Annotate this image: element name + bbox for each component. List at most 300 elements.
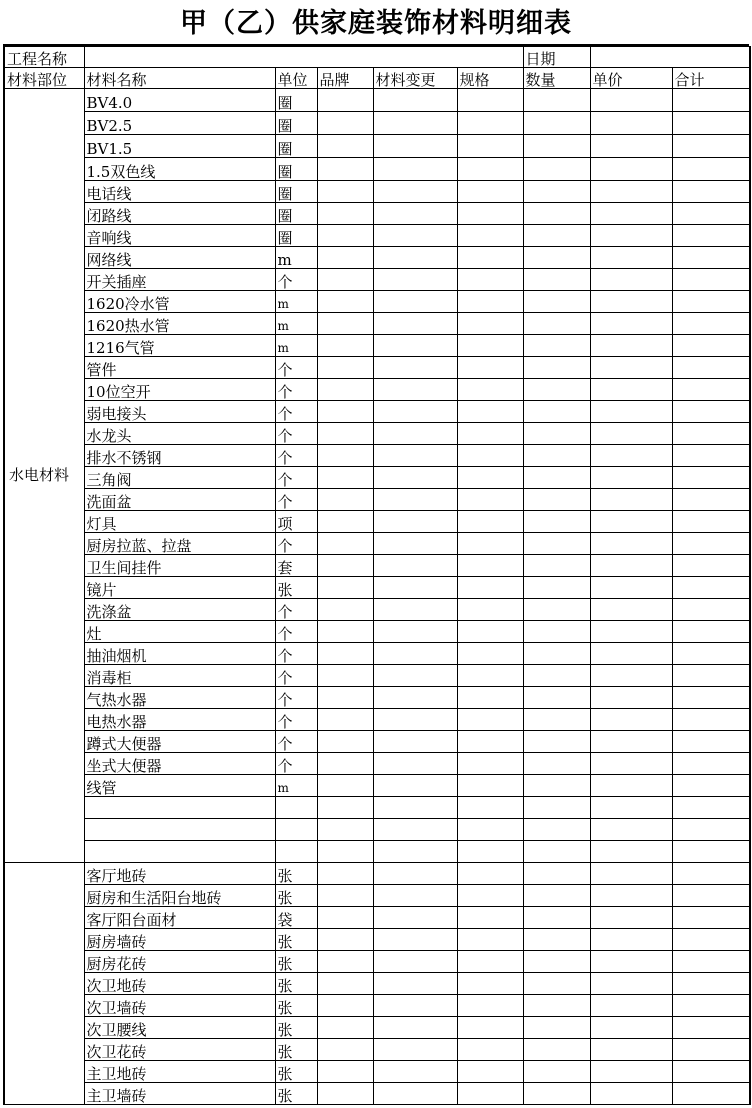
brand-cell[interactable] xyxy=(317,181,373,203)
unit-cell[interactable]: 个 xyxy=(275,533,317,555)
spec-cell[interactable] xyxy=(457,1017,523,1039)
spec-cell[interactable] xyxy=(457,555,523,577)
total-cell[interactable] xyxy=(672,995,750,1017)
total-cell[interactable] xyxy=(672,885,750,907)
quantity-cell[interactable] xyxy=(523,621,590,643)
change-cell[interactable] xyxy=(373,112,457,135)
quantity-cell[interactable] xyxy=(523,885,590,907)
unit-price-cell[interactable] xyxy=(590,555,672,577)
total-cell[interactable] xyxy=(672,687,750,709)
spec-cell[interactable] xyxy=(457,687,523,709)
brand-cell[interactable] xyxy=(317,731,373,753)
quantity-cell[interactable] xyxy=(523,89,590,112)
spec-cell[interactable] xyxy=(457,951,523,973)
unit-price-cell[interactable] xyxy=(590,135,672,158)
change-cell[interactable] xyxy=(373,687,457,709)
unit-cell[interactable]: 张 xyxy=(275,995,317,1017)
unit-cell[interactable]: 个 xyxy=(275,489,317,511)
unit-price-cell[interactable] xyxy=(590,995,672,1017)
brand-cell[interactable] xyxy=(317,907,373,929)
brand-cell[interactable] xyxy=(317,775,373,797)
unit-price-cell[interactable] xyxy=(590,181,672,203)
brand-cell[interactable] xyxy=(317,863,373,885)
brand-cell[interactable] xyxy=(317,929,373,951)
quantity-cell[interactable] xyxy=(523,135,590,158)
quantity-cell[interactable] xyxy=(523,775,590,797)
quantity-cell[interactable] xyxy=(523,863,590,885)
brand-cell[interactable] xyxy=(317,797,373,819)
spec-cell[interactable] xyxy=(457,731,523,753)
unit-cell[interactable]: 圈 xyxy=(275,112,317,135)
total-cell[interactable] xyxy=(672,1039,750,1061)
unit-cell[interactable] xyxy=(275,797,317,819)
quantity-cell[interactable] xyxy=(523,819,590,841)
change-cell[interactable] xyxy=(373,423,457,445)
total-cell[interactable] xyxy=(672,797,750,819)
material-name-cell[interactable] xyxy=(84,841,275,863)
unit-price-cell[interactable] xyxy=(590,269,672,291)
material-name-cell[interactable]: 厨房花砖 xyxy=(84,951,275,973)
spec-cell[interactable] xyxy=(457,709,523,731)
change-cell[interactable] xyxy=(373,841,457,863)
material-name-cell[interactable]: 蹲式大便器 xyxy=(84,731,275,753)
quantity-cell[interactable] xyxy=(523,533,590,555)
quantity-cell[interactable] xyxy=(523,467,590,489)
material-name-cell[interactable]: 电热水器 xyxy=(84,709,275,731)
total-cell[interactable] xyxy=(672,467,750,489)
unit-price-cell[interactable] xyxy=(590,665,672,687)
unit-cell[interactable]: 个 xyxy=(275,445,317,467)
brand-cell[interactable] xyxy=(317,753,373,775)
unit-cell[interactable]: 个 xyxy=(275,599,317,621)
unit-price-cell[interactable] xyxy=(590,973,672,995)
unit-cell[interactable]: 张 xyxy=(275,951,317,973)
material-name-cell[interactable]: 1216气管 xyxy=(84,335,275,357)
brand-cell[interactable] xyxy=(317,841,373,863)
unit-cell[interactable]: 张 xyxy=(275,973,317,995)
change-cell[interactable] xyxy=(373,709,457,731)
unit-price-cell[interactable] xyxy=(590,863,672,885)
spec-cell[interactable] xyxy=(457,577,523,599)
total-cell[interactable] xyxy=(672,445,750,467)
unit-price-cell[interactable] xyxy=(590,357,672,379)
total-cell[interactable] xyxy=(672,665,750,687)
material-name-cell[interactable]: BV4.0 xyxy=(84,89,275,112)
material-name-cell[interactable]: 镜片 xyxy=(84,577,275,599)
total-cell[interactable] xyxy=(672,555,750,577)
total-cell[interactable] xyxy=(672,819,750,841)
quantity-cell[interactable] xyxy=(523,269,590,291)
unit-price-cell[interactable] xyxy=(590,225,672,247)
unit-price-cell[interactable] xyxy=(590,1039,672,1061)
change-cell[interactable] xyxy=(373,489,457,511)
material-name-cell[interactable]: 1620热水管 xyxy=(84,313,275,335)
brand-cell[interactable] xyxy=(317,313,373,335)
change-cell[interactable] xyxy=(373,907,457,929)
material-name-cell[interactable]: 排水不锈钢 xyxy=(84,445,275,467)
change-cell[interactable] xyxy=(373,1039,457,1061)
unit-price-cell[interactable] xyxy=(590,467,672,489)
quantity-cell[interactable] xyxy=(523,973,590,995)
total-cell[interactable] xyxy=(672,112,750,135)
unit-price-cell[interactable] xyxy=(590,775,672,797)
material-name-cell[interactable]: 开关插座 xyxy=(84,269,275,291)
change-cell[interactable] xyxy=(373,973,457,995)
change-cell[interactable] xyxy=(373,401,457,423)
unit-price-cell[interactable] xyxy=(590,929,672,951)
date-value[interactable] xyxy=(590,47,750,68)
unit-cell[interactable]: 圈 xyxy=(275,203,317,225)
change-cell[interactable] xyxy=(373,885,457,907)
change-cell[interactable] xyxy=(373,203,457,225)
unit-price-cell[interactable] xyxy=(590,907,672,929)
change-cell[interactable] xyxy=(373,379,457,401)
unit-cell[interactable]: 个 xyxy=(275,643,317,665)
material-name-cell[interactable]: 坐式大便器 xyxy=(84,753,275,775)
unit-cell[interactable]: 张 xyxy=(275,577,317,599)
quantity-cell[interactable] xyxy=(523,158,590,181)
material-name-cell[interactable]: 消毒柜 xyxy=(84,665,275,687)
change-cell[interactable] xyxy=(373,599,457,621)
spec-cell[interactable] xyxy=(457,489,523,511)
unit-price-cell[interactable] xyxy=(590,423,672,445)
unit-cell[interactable]: m xyxy=(275,335,317,357)
total-cell[interactable] xyxy=(672,577,750,599)
unit-price-cell[interactable] xyxy=(590,709,672,731)
quantity-cell[interactable] xyxy=(523,731,590,753)
quantity-cell[interactable] xyxy=(523,907,590,929)
total-cell[interactable] xyxy=(672,951,750,973)
brand-cell[interactable] xyxy=(317,577,373,599)
unit-price-cell[interactable] xyxy=(590,731,672,753)
unit-price-cell[interactable] xyxy=(590,533,672,555)
brand-cell[interactable] xyxy=(317,291,373,313)
material-name-cell[interactable]: BV2.5 xyxy=(84,112,275,135)
quantity-cell[interactable] xyxy=(523,753,590,775)
change-cell[interactable] xyxy=(373,929,457,951)
unit-price-cell[interactable] xyxy=(590,247,672,269)
total-cell[interactable] xyxy=(672,1017,750,1039)
change-cell[interactable] xyxy=(373,467,457,489)
brand-cell[interactable] xyxy=(317,158,373,181)
unit-price-cell[interactable] xyxy=(590,379,672,401)
unit-cell[interactable]: 袋 xyxy=(275,907,317,929)
spec-cell[interactable] xyxy=(457,445,523,467)
spec-cell[interactable] xyxy=(457,291,523,313)
change-cell[interactable] xyxy=(373,995,457,1017)
brand-cell[interactable] xyxy=(317,533,373,555)
change-cell[interactable] xyxy=(373,621,457,643)
brand-cell[interactable] xyxy=(317,687,373,709)
unit-price-cell[interactable] xyxy=(590,819,672,841)
unit-price-cell[interactable] xyxy=(590,313,672,335)
spec-cell[interactable] xyxy=(457,665,523,687)
unit-cell[interactable]: 张 xyxy=(275,1017,317,1039)
spec-cell[interactable] xyxy=(457,621,523,643)
unit-price-cell[interactable] xyxy=(590,89,672,112)
brand-cell[interactable] xyxy=(317,445,373,467)
change-cell[interactable] xyxy=(373,643,457,665)
quantity-cell[interactable] xyxy=(523,379,590,401)
unit-price-cell[interactable] xyxy=(590,577,672,599)
unit-price-cell[interactable] xyxy=(590,753,672,775)
brand-cell[interactable] xyxy=(317,112,373,135)
spec-cell[interactable] xyxy=(457,135,523,158)
change-cell[interactable] xyxy=(373,181,457,203)
quantity-cell[interactable] xyxy=(523,445,590,467)
change-cell[interactable] xyxy=(373,247,457,269)
quantity-cell[interactable] xyxy=(523,357,590,379)
total-cell[interactable] xyxy=(672,379,750,401)
total-cell[interactable] xyxy=(672,533,750,555)
unit-price-cell[interactable] xyxy=(590,599,672,621)
unit-price-cell[interactable] xyxy=(590,203,672,225)
brand-cell[interactable] xyxy=(317,247,373,269)
unit-cell[interactable]: 个 xyxy=(275,467,317,489)
quantity-cell[interactable] xyxy=(523,577,590,599)
brand-cell[interactable] xyxy=(317,467,373,489)
spec-cell[interactable] xyxy=(457,863,523,885)
total-cell[interactable] xyxy=(672,775,750,797)
total-cell[interactable] xyxy=(672,269,750,291)
material-name-cell[interactable]: BV1.5 xyxy=(84,135,275,158)
brand-cell[interactable] xyxy=(317,511,373,533)
spec-cell[interactable] xyxy=(457,401,523,423)
material-name-cell[interactable]: 闭路线 xyxy=(84,203,275,225)
material-name-cell[interactable]: 厨房墙砖 xyxy=(84,929,275,951)
total-cell[interactable] xyxy=(672,731,750,753)
brand-cell[interactable] xyxy=(317,489,373,511)
spec-cell[interactable] xyxy=(457,269,523,291)
unit-cell[interactable]: m xyxy=(275,775,317,797)
change-cell[interactable] xyxy=(373,753,457,775)
unit-price-cell[interactable] xyxy=(590,291,672,313)
total-cell[interactable] xyxy=(672,841,750,863)
quantity-cell[interactable] xyxy=(523,951,590,973)
quantity-cell[interactable] xyxy=(523,1039,590,1061)
material-name-cell[interactable]: 厨房和生活阳台地砖 xyxy=(84,885,275,907)
spec-cell[interactable] xyxy=(457,335,523,357)
unit-price-cell[interactable] xyxy=(590,401,672,423)
spec-cell[interactable] xyxy=(457,995,523,1017)
change-cell[interactable] xyxy=(373,445,457,467)
spec-cell[interactable] xyxy=(457,533,523,555)
change-cell[interactable] xyxy=(373,89,457,112)
unit-cell[interactable]: 个 xyxy=(275,357,317,379)
change-cell[interactable] xyxy=(373,665,457,687)
brand-cell[interactable] xyxy=(317,665,373,687)
total-cell[interactable] xyxy=(672,313,750,335)
unit-price-cell[interactable] xyxy=(590,445,672,467)
unit-price-cell[interactable] xyxy=(590,621,672,643)
brand-cell[interactable] xyxy=(317,621,373,643)
unit-cell[interactable]: 张 xyxy=(275,885,317,907)
change-cell[interactable] xyxy=(373,313,457,335)
material-name-cell[interactable]: 主卫地砖 xyxy=(84,1061,275,1083)
spec-cell[interactable] xyxy=(457,423,523,445)
material-name-cell[interactable]: 次卫地砖 xyxy=(84,973,275,995)
unit-price-cell[interactable] xyxy=(590,687,672,709)
brand-cell[interactable] xyxy=(317,225,373,247)
quantity-cell[interactable] xyxy=(523,291,590,313)
spec-cell[interactable] xyxy=(457,973,523,995)
unit-cell[interactable]: 项 xyxy=(275,511,317,533)
quantity-cell[interactable] xyxy=(523,687,590,709)
quantity-cell[interactable] xyxy=(523,511,590,533)
spec-cell[interactable] xyxy=(457,907,523,929)
total-cell[interactable] xyxy=(672,511,750,533)
total-cell[interactable] xyxy=(672,907,750,929)
total-cell[interactable] xyxy=(672,335,750,357)
unit-cell[interactable]: 圈 xyxy=(275,135,317,158)
total-cell[interactable] xyxy=(672,1061,750,1083)
change-cell[interactable] xyxy=(373,775,457,797)
material-name-cell[interactable]: 厨房拉蓝、拉盘 xyxy=(84,533,275,555)
material-name-cell[interactable]: 洗面盆 xyxy=(84,489,275,511)
total-cell[interactable] xyxy=(672,423,750,445)
brand-cell[interactable] xyxy=(317,1083,373,1105)
change-cell[interactable] xyxy=(373,158,457,181)
quantity-cell[interactable] xyxy=(523,665,590,687)
unit-cell[interactable]: m xyxy=(275,291,317,313)
spec-cell[interactable] xyxy=(457,313,523,335)
total-cell[interactable] xyxy=(672,621,750,643)
total-cell[interactable] xyxy=(672,225,750,247)
spec-cell[interactable] xyxy=(457,511,523,533)
unit-cell[interactable]: 个 xyxy=(275,401,317,423)
change-cell[interactable] xyxy=(373,1083,457,1105)
change-cell[interactable] xyxy=(373,1017,457,1039)
material-name-cell[interactable]: 客厅地砖 xyxy=(84,863,275,885)
quantity-cell[interactable] xyxy=(523,841,590,863)
spec-cell[interactable] xyxy=(457,181,523,203)
unit-price-cell[interactable] xyxy=(590,797,672,819)
total-cell[interactable] xyxy=(672,709,750,731)
quantity-cell[interactable] xyxy=(523,1017,590,1039)
quantity-cell[interactable] xyxy=(523,1083,590,1105)
unit-cell[interactable]: 个 xyxy=(275,709,317,731)
total-cell[interactable] xyxy=(672,357,750,379)
change-cell[interactable] xyxy=(373,511,457,533)
unit-price-cell[interactable] xyxy=(590,1083,672,1105)
brand-cell[interactable] xyxy=(317,643,373,665)
total-cell[interactable] xyxy=(672,89,750,112)
brand-cell[interactable] xyxy=(317,89,373,112)
material-name-cell[interactable] xyxy=(84,819,275,841)
material-name-cell[interactable]: 灯具 xyxy=(84,511,275,533)
brand-cell[interactable] xyxy=(317,1061,373,1083)
change-cell[interactable] xyxy=(373,731,457,753)
material-name-cell[interactable]: 气热水器 xyxy=(84,687,275,709)
unit-cell[interactable]: 圈 xyxy=(275,225,317,247)
spec-cell[interactable] xyxy=(457,357,523,379)
unit-price-cell[interactable] xyxy=(590,158,672,181)
unit-price-cell[interactable] xyxy=(590,112,672,135)
material-name-cell[interactable]: 电话线 xyxy=(84,181,275,203)
brand-cell[interactable] xyxy=(317,269,373,291)
material-name-cell[interactable]: 1620冷水管 xyxy=(84,291,275,313)
total-cell[interactable] xyxy=(672,863,750,885)
quantity-cell[interactable] xyxy=(523,247,590,269)
change-cell[interactable] xyxy=(373,357,457,379)
unit-price-cell[interactable] xyxy=(590,335,672,357)
unit-cell[interactable] xyxy=(275,819,317,841)
unit-price-cell[interactable] xyxy=(590,1061,672,1083)
spec-cell[interactable] xyxy=(457,467,523,489)
quantity-cell[interactable] xyxy=(523,313,590,335)
spec-cell[interactable] xyxy=(457,797,523,819)
quantity-cell[interactable] xyxy=(523,599,590,621)
unit-cell[interactable]: 圈 xyxy=(275,158,317,181)
material-name-cell[interactable]: 三角阀 xyxy=(84,467,275,489)
brand-cell[interactable] xyxy=(317,357,373,379)
material-name-cell[interactable]: 灶 xyxy=(84,621,275,643)
quantity-cell[interactable] xyxy=(523,555,590,577)
quantity-cell[interactable] xyxy=(523,423,590,445)
material-name-cell[interactable]: 次卫花砖 xyxy=(84,1039,275,1061)
unit-cell[interactable]: 个 xyxy=(275,687,317,709)
material-name-cell[interactable]: 抽油烟机 xyxy=(84,643,275,665)
total-cell[interactable] xyxy=(672,181,750,203)
total-cell[interactable] xyxy=(672,1083,750,1105)
unit-cell[interactable]: m xyxy=(275,313,317,335)
unit-cell[interactable]: 个 xyxy=(275,423,317,445)
material-name-cell[interactable] xyxy=(84,797,275,819)
brand-cell[interactable] xyxy=(317,135,373,158)
spec-cell[interactable] xyxy=(457,158,523,181)
unit-cell[interactable]: 个 xyxy=(275,621,317,643)
change-cell[interactable] xyxy=(373,335,457,357)
unit-cell[interactable]: 张 xyxy=(275,1039,317,1061)
change-cell[interactable] xyxy=(373,269,457,291)
material-name-cell[interactable]: 卫生间挂件 xyxy=(84,555,275,577)
spec-cell[interactable] xyxy=(457,753,523,775)
change-cell[interactable] xyxy=(373,819,457,841)
spec-cell[interactable] xyxy=(457,225,523,247)
change-cell[interactable] xyxy=(373,1061,457,1083)
unit-price-cell[interactable] xyxy=(590,885,672,907)
change-cell[interactable] xyxy=(373,577,457,599)
spec-cell[interactable] xyxy=(457,775,523,797)
brand-cell[interactable] xyxy=(317,1039,373,1061)
project-name-value[interactable] xyxy=(84,47,523,68)
unit-cell[interactable]: 套 xyxy=(275,555,317,577)
material-name-cell[interactable]: 10位空开 xyxy=(84,379,275,401)
brand-cell[interactable] xyxy=(317,203,373,225)
quantity-cell[interactable] xyxy=(523,797,590,819)
quantity-cell[interactable] xyxy=(523,401,590,423)
change-cell[interactable] xyxy=(373,863,457,885)
material-name-cell[interactable]: 音响线 xyxy=(84,225,275,247)
change-cell[interactable] xyxy=(373,225,457,247)
total-cell[interactable] xyxy=(672,247,750,269)
material-name-cell[interactable]: 网络线 xyxy=(84,247,275,269)
quantity-cell[interactable] xyxy=(523,112,590,135)
brand-cell[interactable] xyxy=(317,599,373,621)
change-cell[interactable] xyxy=(373,291,457,313)
unit-cell[interactable]: 张 xyxy=(275,1083,317,1105)
unit-price-cell[interactable] xyxy=(590,511,672,533)
quantity-cell[interactable] xyxy=(523,181,590,203)
total-cell[interactable] xyxy=(672,401,750,423)
unit-price-cell[interactable] xyxy=(590,951,672,973)
material-name-cell[interactable]: 洗涤盆 xyxy=(84,599,275,621)
brand-cell[interactable] xyxy=(317,995,373,1017)
material-name-cell[interactable]: 客厅阳台面材 xyxy=(84,907,275,929)
change-cell[interactable] xyxy=(373,797,457,819)
unit-cell[interactable]: 张 xyxy=(275,929,317,951)
total-cell[interactable] xyxy=(672,135,750,158)
